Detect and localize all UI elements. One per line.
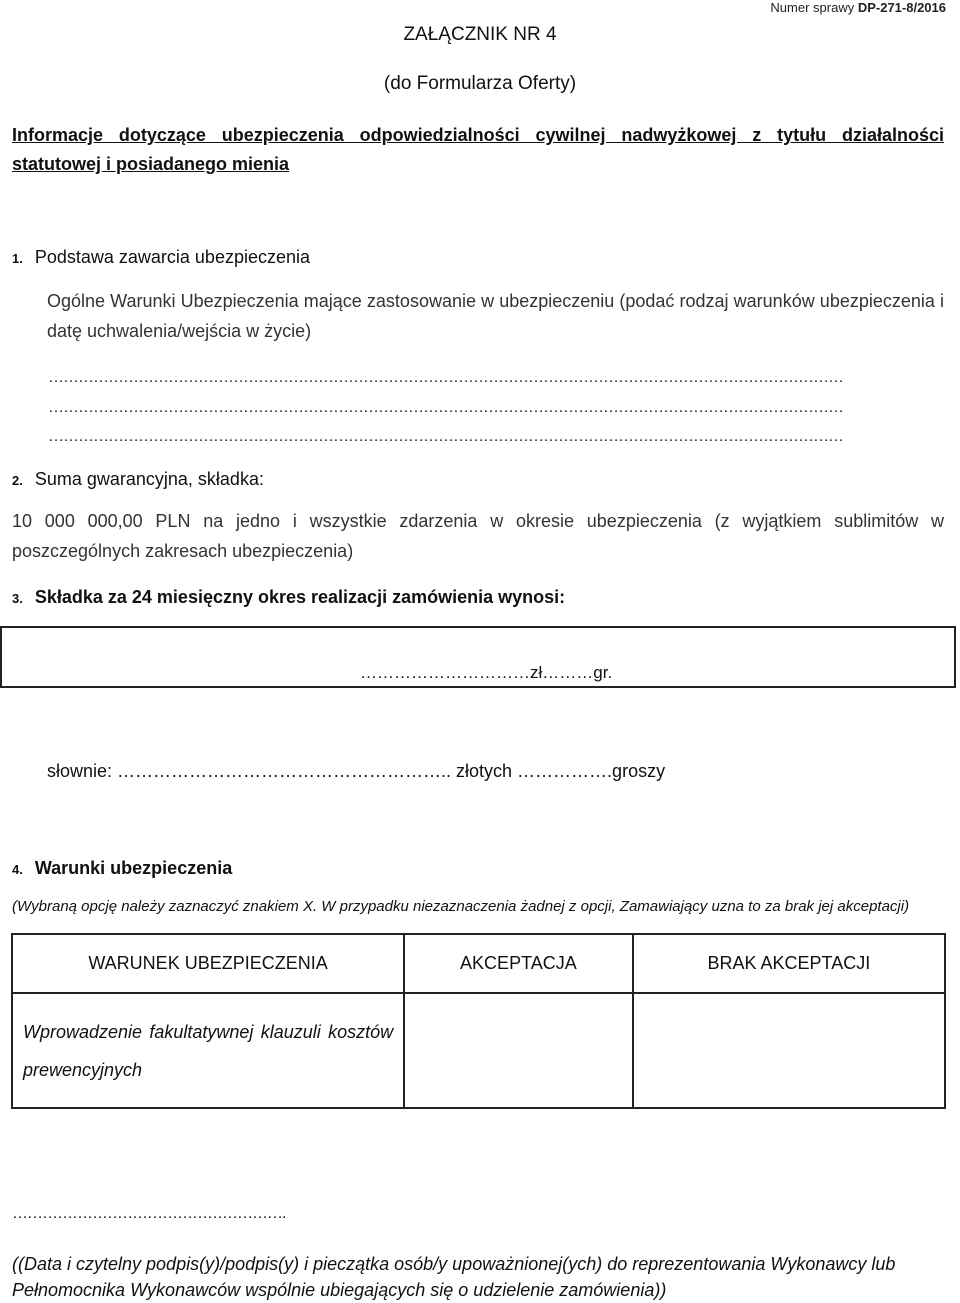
insurance-conditions-table (11, 933, 946, 1109)
section-3-title: Składka za 24 miesięczny okres realizacji zamówienia wynosi: (34, 587, 566, 607)
document-subtitle: (do Formularza Oferty) (383, 73, 577, 94)
section-2-header (12, 469, 264, 490)
section-2-number: 2. (12, 473, 23, 488)
acceptance-checkbox-cell[interactable] (404, 993, 633, 1108)
premium-amount-field[interactable]: …………………………zł………gr. (360, 663, 613, 682)
signature-line[interactable]: ………………………………………………. (12, 1205, 286, 1222)
section-3-number: 3. (12, 591, 23, 606)
no-acceptance-checkbox-cell[interactable] (633, 993, 945, 1108)
column-header-no-acceptance: BRAK AKCEPTACJI (633, 934, 945, 993)
case-number-value: DP-271-8/2016 (857, 0, 946, 15)
section-2-title: Suma gwarancyjna, składka: (34, 469, 264, 489)
selection-instruction-note: (Wybraną opcję należy zaznaczyć znakiem X. W przypadku niezaznaczenia żadnej z opcji, Zamawiający uzna to za brak jej akceptacji) (12, 898, 910, 915)
column-header-condition: WARUNEK UBEZPIECZENIA (12, 934, 404, 993)
section-2-text: 10 000 000,00 PLN na jedno i wszystkie zdarzenia w okresie ubezpieczenia (z wyjątkiem sublimitów w poszczególnych zakresach ubezpieczenia) (12, 511, 944, 561)
table-header-row (12, 934, 945, 993)
case-number-label (770, 0, 946, 15)
fill-in-line-1[interactable]: …………………………………………………………………………………………………………………………………………… (48, 369, 843, 386)
section-4-header (12, 858, 232, 879)
section-4-number: 4. (12, 862, 23, 877)
section-1-text: Ogólne Warunki Ubezpieczenia mające zastosowanie w ubezpieczeniu (podać rodzaj warunków ubezpieczenia i datę uchwalenia/wejścia w życie) (47, 291, 944, 341)
section-1-number: 1. (12, 251, 23, 266)
fill-in-line-2[interactable]: …………………………………………………………………………………………………………………………………………… (48, 399, 843, 416)
premium-in-words-field[interactable]: słownie: ……………………………………………….. złotych …………….groszy (47, 761, 666, 781)
document-heading: Informacje dotyczące ubezpieczenia odpowiedzialności cywilnej nadwyżkowej z tytułu działalności statutowej i posiadanego mienia (12, 125, 944, 174)
table-row (12, 993, 945, 1108)
section-1-header (12, 247, 310, 268)
fill-in-line-3[interactable]: …………………………………………………………………………………………………………………………………………… (48, 428, 843, 445)
document-title: ZAŁĄCZNIK NR 4 (403, 24, 557, 45)
column-header-acceptance: AKCEPTACJA (404, 934, 633, 993)
condition-cell: Wprowadzenie fakultatywnej klauzuli kosztów prewencyjnych (12, 993, 404, 1108)
signature-caption: ((Data i czytelny podpis(y)/podpis(y) i pieczątka osób/y upoważnionej(ych) do reprezentowania Wykonawcy lub Pełnomocnika Wykonawców wspólnie ubiegających się o udzielenie zamówienia)) (12, 1254, 896, 1300)
section-3-header (12, 587, 565, 608)
section-1-title: Podstawa zawarcia ubezpieczenia (34, 247, 311, 267)
section-4-title: Warunki ubezpieczenia (34, 858, 233, 878)
case-number-prefix: Numer sprawy (770, 0, 858, 15)
